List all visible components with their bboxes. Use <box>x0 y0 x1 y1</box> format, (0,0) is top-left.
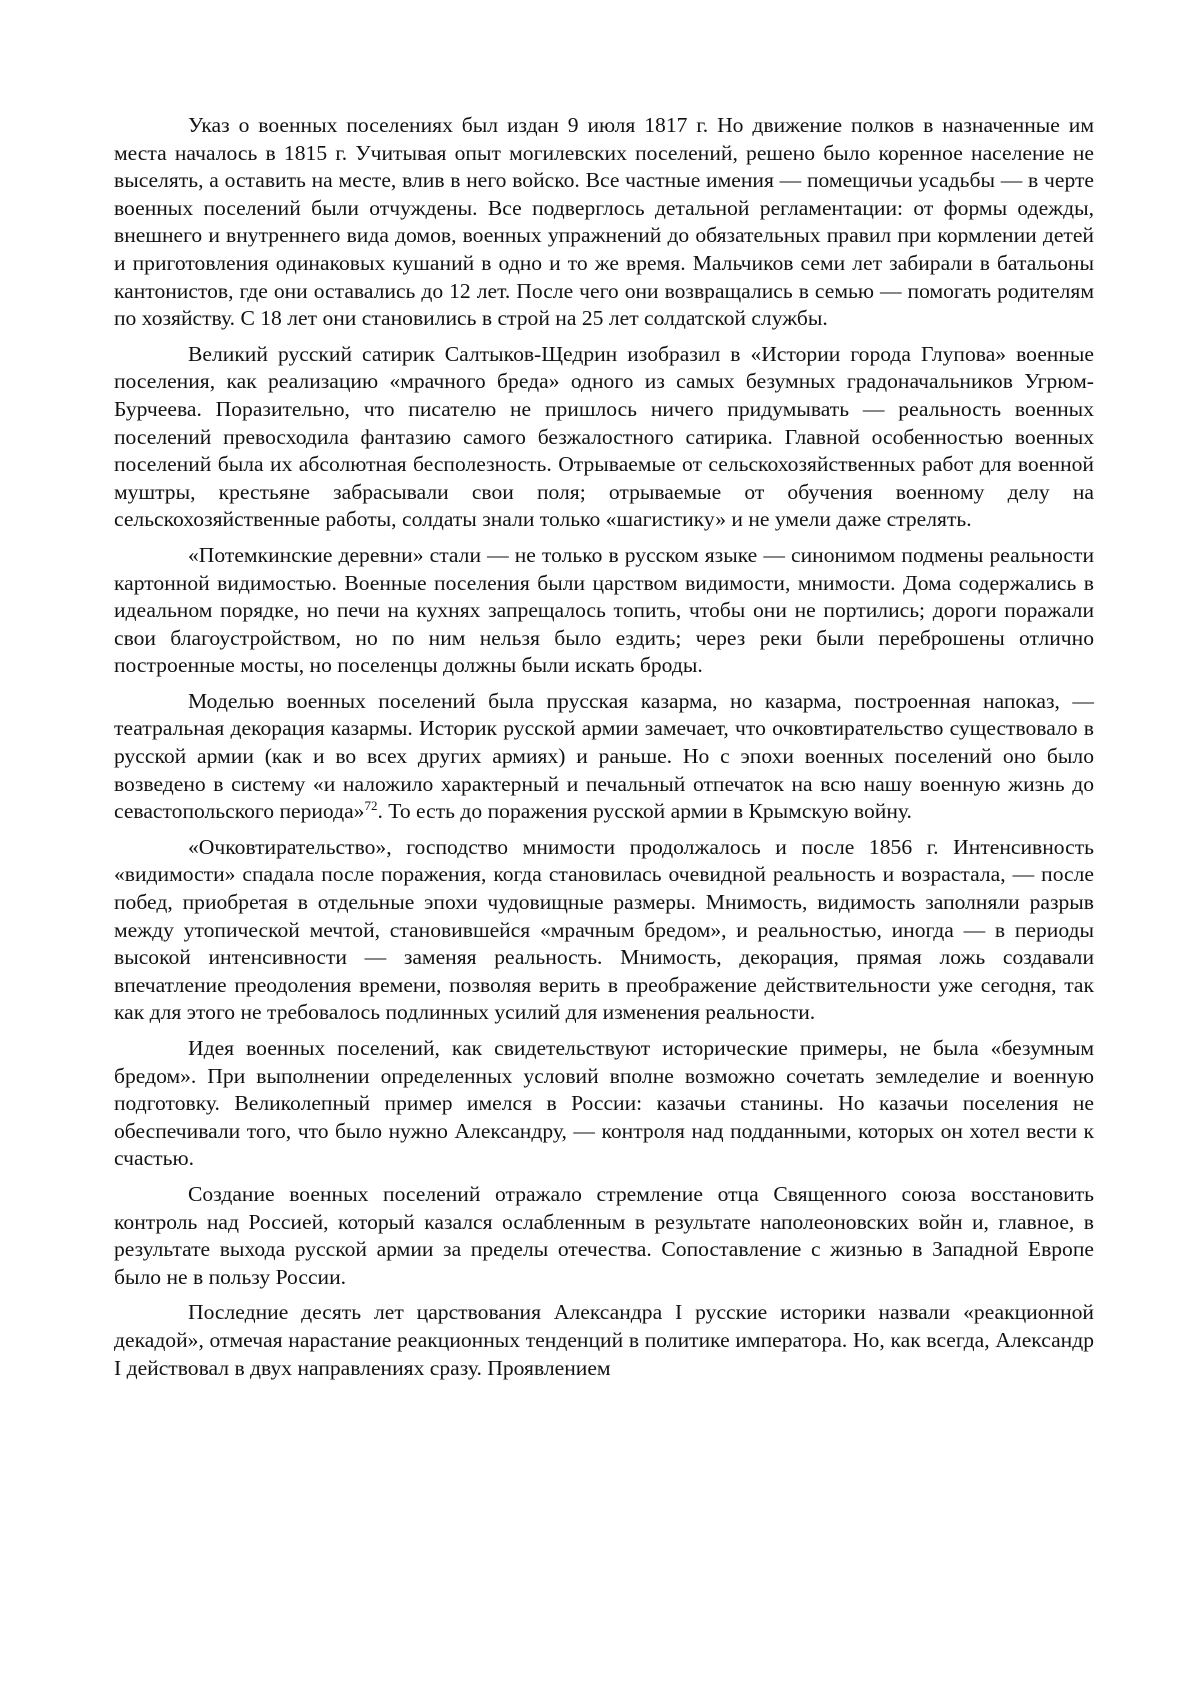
paragraph-4-text-before: Моделью военных поселений была прусская казарма, но казарма, построенная напоказ, — театральная декорация казармы. Историк русской армии замечает, что очковтирательство существовало в русской армии (как и во всех других армиях) и раньше. Но с эпохи военных поселений оно было возведено в систему «и наложило характерный и печальный отпечаток на всю нашу военную жизнь до севастопольского периода» <box>114 688 1094 824</box>
paragraph-2: Великий русский сатирик Салтыков-Щедрин изобразил в «Истории города Глупова» военные поселения, как реализацию «мрачного бреда» одного из самых безумных градоначальников Угрюм-Бурчеева. Поразительно, что писателю не пришлось ничего придумывать — реальность военных поселений превосходила фантазию самого безжалостного сатирика. Главной особенностью военных поселений была их абсолютная бесполезность. Отрываемые от сельскохозяйственных работ для военной муштры, крестьяне забрасывали свои поля; отрываемые от обучения военному делу на сельскохозяйственные работы, солдаты знали только «шагистику» и не умели даже стрелять. <box>114 341 1094 532</box>
paragraph-3: «Потемкинские деревни» стали — не только в русском языке — синонимом подмены реальности картонной видимостью. Военные поселения были царством видимости, мнимости. Дома содержались в идеальном порядке, но печи на кухнях запрещалось топить, чтобы они не портились; дороги поражали свои благоустройством, но по ним нельзя было ездить; через реки были переброшены отлично построенные мосты, но поселенцы должны были искать броды. <box>114 542 1094 678</box>
body-text <box>114 112 1094 1382</box>
paragraph-1: Указ о военных поселениях был издан 9 июля 1817 г. Но движение полков в назначенные им места началось в 1815 г. Учитывая опыт могилевских поселений, решено было коренное население не выселять, а оставить на месте, влив в него войско. Все частные имения — помещичьи усадьбы — в черте военных поселений были отчуждены. Все подверглось детальной регламентации: от формы одежды, внешнего и внутреннего вида домов, военных упражнений до обязательных правил при кормлении детей и приготовления одинаковых кушаний в одно и то же время. Мальчиков семи лет забирали в батальоны кантонистов, где они оставались до 12 лет. После чего они возвращались в семью — помогать родителям по хозяйству. С 18 лет они становились в строй на 25 лет солдатской службы. <box>114 113 1094 331</box>
paragraph-4-text-after: . То есть до поражения русской армии в Крымскую войну. <box>377 799 912 824</box>
footnote-reference[interactable]: 72 <box>364 798 378 814</box>
paragraph-4 <box>114 688 1094 826</box>
paragraph-8: Последние десять лет царствования Александра I русские историки назвали «реакционной декадой», отмечая нарастание реакционных тенденций в политике императора. Но, как всегда, Александр I действовал в двух направлениях сразу. Проявлением <box>114 1300 1094 1380</box>
paragraph-5: «Очковтирательство», господство мнимости продолжалось и после 1856 г. Интенсивность «видимости» спадала после поражения, когда становилась очевидной реальность и возрастала, — после побед, приобретая в отдельные эпохи чудовищные размеры. Мнимость, видимость заполняли разрыв между утопической мечтой, становившейся «мрачным бредом», и реальностью, иногда — в периоды высокой интенсивности — заменяя реальность. Мнимость, декорация, прямая ложь создавали впечатление преодоления времени, позволяя верить в преображение действительности уже сегодня, так как для этого не требовалось подлинных усилий для изменения реальности. <box>114 834 1094 1025</box>
paragraph-6: Идея военных поселений, как свидетельствуют исторические примеры, не была «безумным бредом». При выполнении определенных условий вполне возможно сочетать земледелие и военную подготовку. Великолепный пример имелся в России: казачьи станины. Но казачьи поселения не обеспечивали того, что было нужно Александру, — контроля над подданными, которых он хотел вести к счастью. <box>114 1036 1094 1171</box>
paragraph-7: Создание военных поселений отражало стремление отца Священного союза восстановить контроль над Россией, который казался ослабленным в результате наполеоновских войн и, главное, в результате выхода русской армии за пределы отечества. Сопоставление с жизнью в Западной Европе было не в пользу России. <box>114 1181 1094 1289</box>
